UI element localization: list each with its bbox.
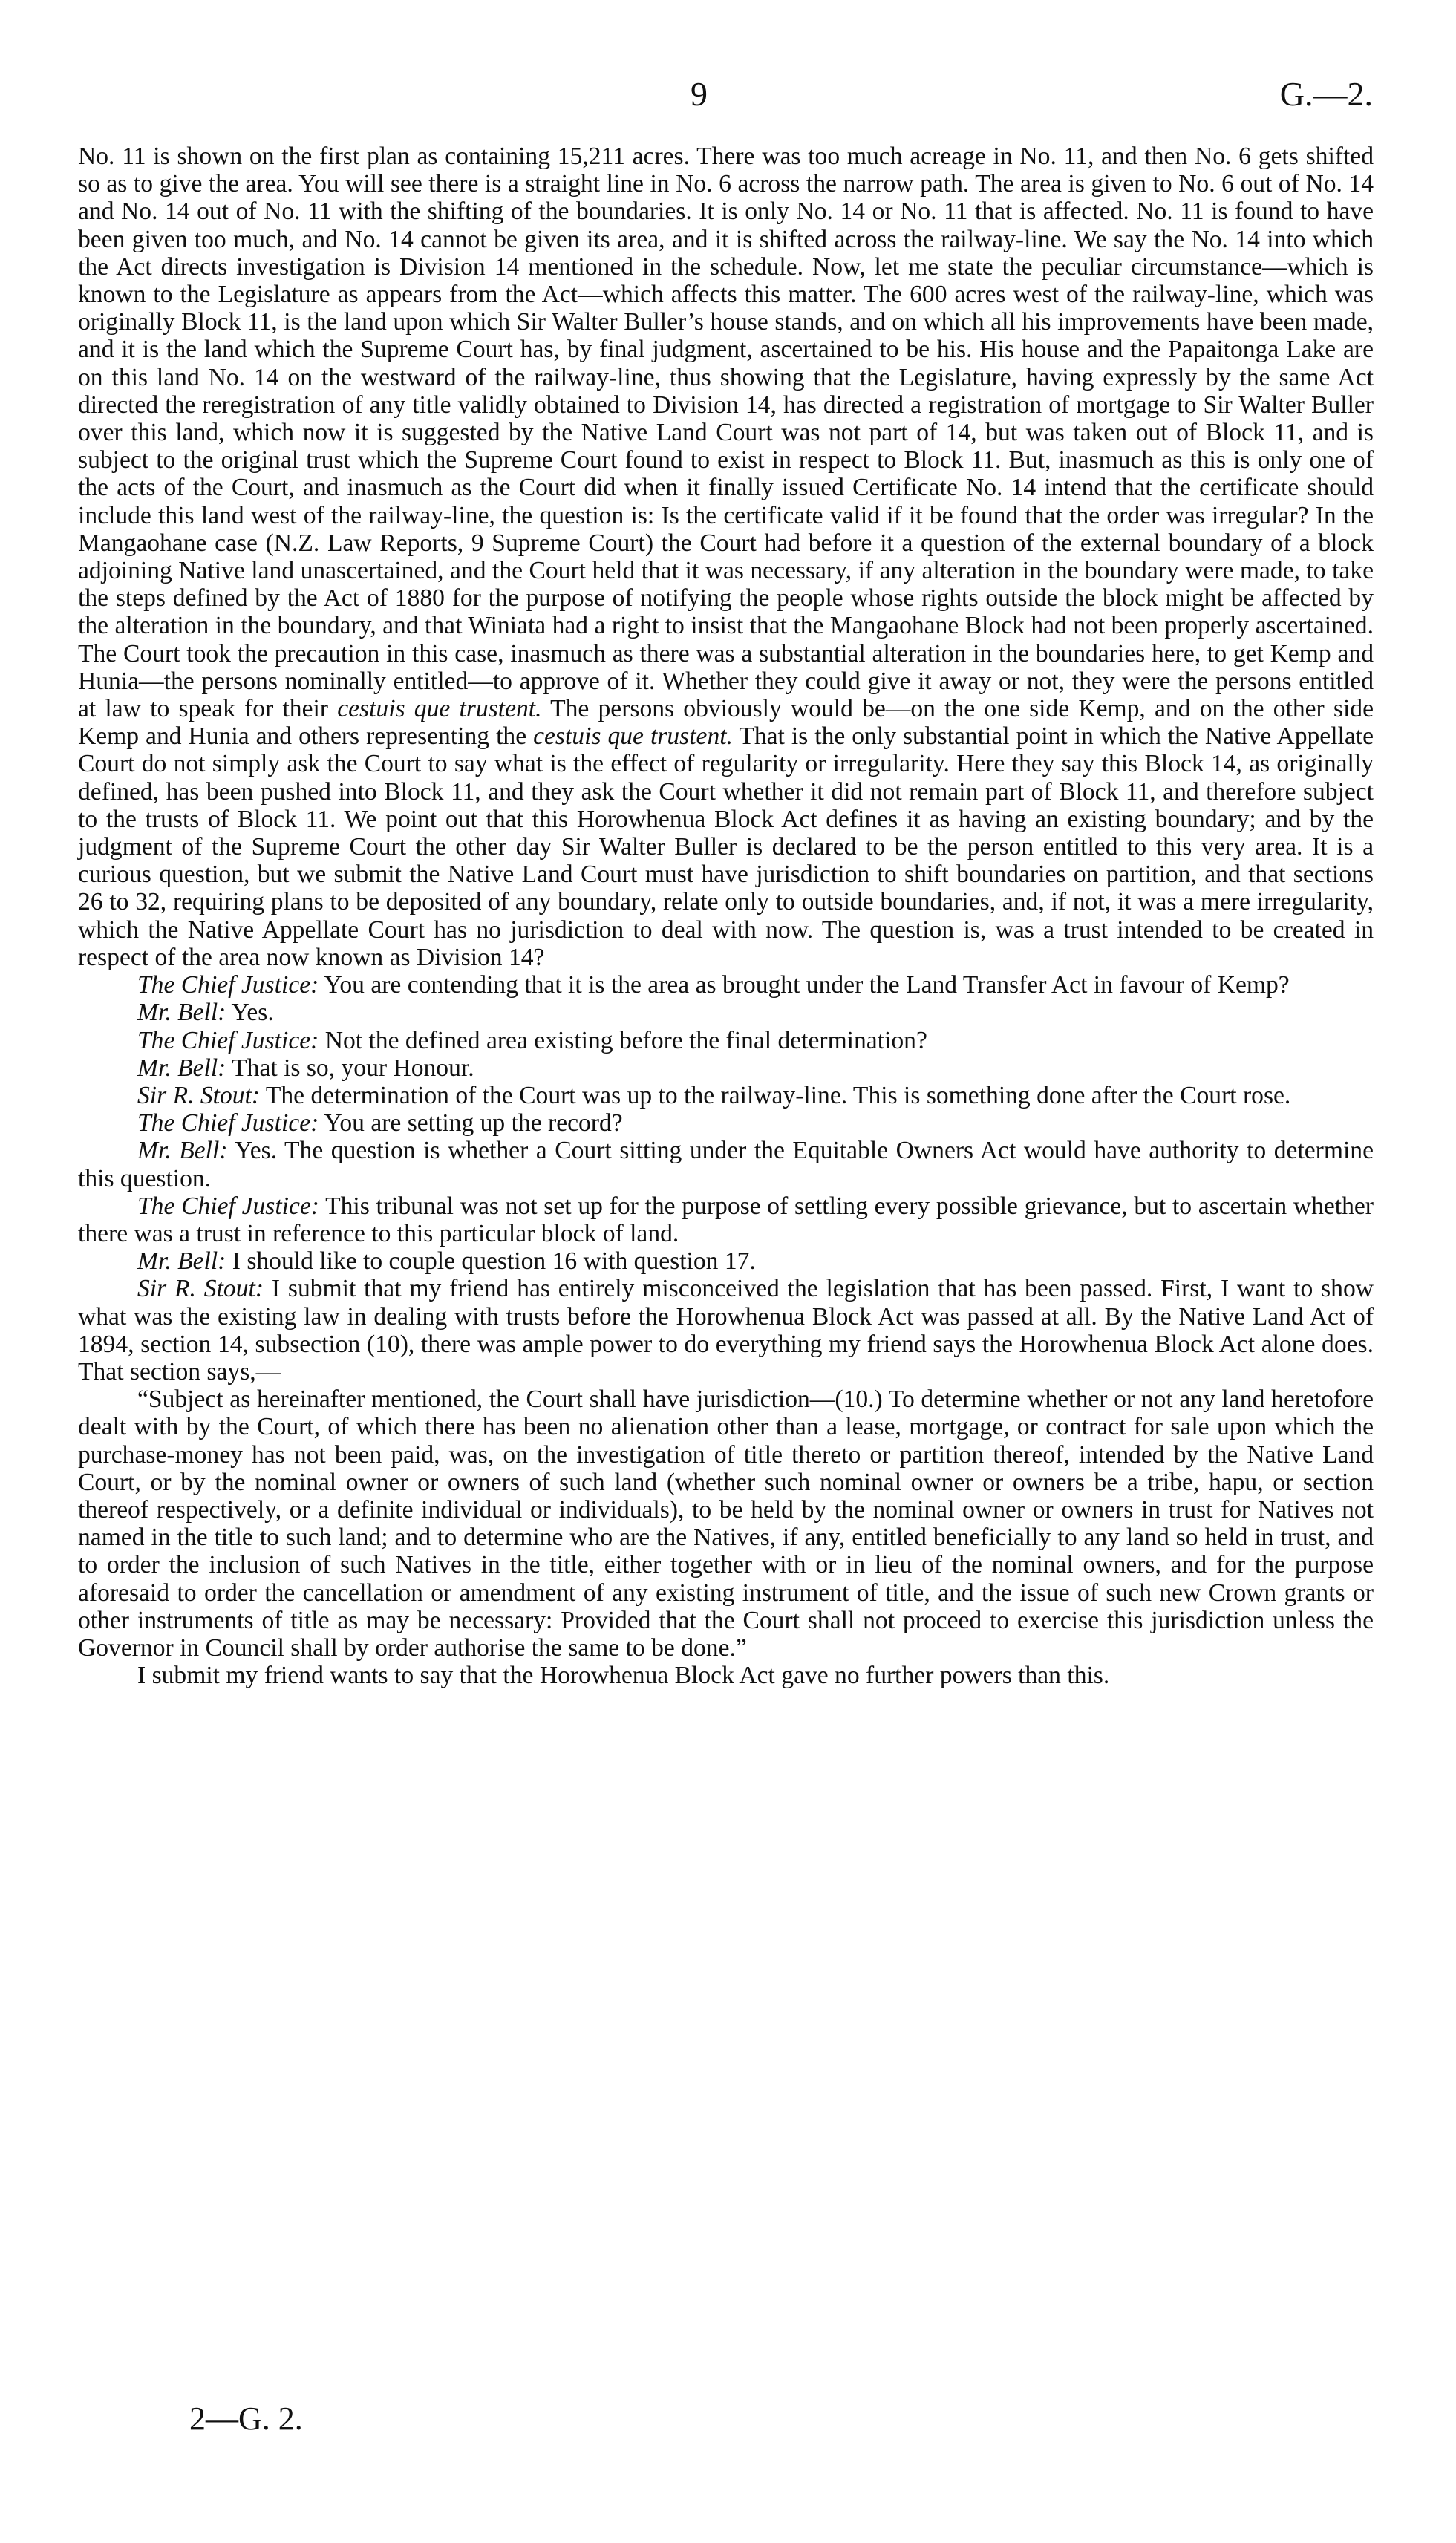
italic-phrase: cestuis que trustent. xyxy=(533,722,733,751)
paragraph-main xyxy=(78,143,1374,971)
speech-text: That is so, your Honour. xyxy=(226,1054,474,1082)
speech-text: You are contending that it is the area as brought under the Land Transfer Act in favour of Kemp? xyxy=(319,971,1290,999)
speaker-name: The Chief Justice: xyxy=(137,1192,319,1220)
speaker-name: Mr. Bell: xyxy=(137,999,226,1027)
speech-text: I submit that my friend has entirely misconceived the legislation that has been passed. First, I want to show what was the existing law in dealing with trusts before the Horowhenua Block Act was passed at all. By the Native Land Act of 1894, section 14, subsection (10), there was ample power to do everything my friend says the Horowhenua Block Act alone does. That section says,— xyxy=(78,1275,1374,1385)
speech-text: Yes. The question is whether a Court sitting under the Equitable Owners Act would have authority to determine this question. xyxy=(78,1137,1374,1192)
document-reference: G.—2. xyxy=(1279,75,1373,113)
dialogue-line xyxy=(78,1137,1374,1192)
speech-text: Not the defined area existing before the final determination? xyxy=(319,1026,927,1054)
speaker-name: Sir R. Stout: xyxy=(137,1081,261,1109)
speaker-name: The Chief Justice: xyxy=(137,971,319,999)
speaker-name: Sir R. Stout: xyxy=(137,1275,264,1303)
italic-phrase: cestuis que trustent. xyxy=(337,695,542,723)
speaker-name: Mr. Bell: xyxy=(137,1137,228,1165)
dialogue-line xyxy=(78,999,1374,1026)
dialogue-line xyxy=(78,1192,1374,1247)
paragraph-main-part2: The persons obviously would be—on the one side Kemp, and on the other side Kemp and Hunia and others representing the xyxy=(78,695,1374,751)
speaker-name: The Chief Justice: xyxy=(137,1109,319,1137)
dialogue-line xyxy=(78,1027,1374,1054)
speech-text: I should like to couple question 16 with question 17. xyxy=(226,1247,756,1276)
paragraph-main-part3: That is the only substantial point in which the Native Appellate Court do not simply ask the Court to say what is the effect of regularity or irregularity. Here they say this Block 14, as originally defined, has been pushed into Block 11, and they ask the Court whether it did not remain part of Block 11, and therefore subject to the trusts of Block 11. We point out that this Horowhenua Block Act defines it as having an existing boundary; and by the judgment of the Supreme Court the other day Sir Walter Buller is declared to be the person entitled to this very area. It is a curious question, but we submit the Native Land Court must have jurisdiction to shift boundaries on partition, and that sections 26 to 32, requiring plans to be deposited of any boundary, relate only to outside boundaries, and, if not, it was a mere irregularity, which the Native Appellate Court has no jurisdiction to deal with now. The question is, was a trust intended to be created in respect of the area now known as Division 14? xyxy=(78,722,1374,971)
dialogue-line xyxy=(78,1082,1374,1109)
body-text xyxy=(78,143,1374,1689)
page-number: 9 xyxy=(691,75,708,113)
speech-text: The determination of the Court was up to the railway-line. This is something done after the Court rose. xyxy=(260,1081,1291,1109)
speech-text: Yes. xyxy=(226,999,274,1027)
dialogue-line xyxy=(78,1247,1374,1275)
dialogue-line xyxy=(78,1275,1374,1385)
speaker-name: Mr. Bell: xyxy=(137,1247,226,1276)
speech-text: This tribunal was not set up for the purpose of settling every possible grievance, but to ascertain whether there was a trust in reference to this particular block of land. xyxy=(78,1192,1374,1247)
dialogue-line xyxy=(78,1054,1374,1082)
speaker-name: The Chief Justice: xyxy=(137,1026,319,1054)
dialogue-line xyxy=(78,971,1374,999)
paragraph-main-part1: No. 11 is shown on the first plan as containing 15,211 acres. There was too much acreage in No. 11, and then No. 6 gets shifted so as to give the area. You will see there is a straight line in No. 6 across the narrow path. The area is given to No. 6 out of No. 14 and No. 14 out of No. 11 with the shifting of the boundaries. It is only No. 14 or No. 11 that is affected. No. 11 is found to have been given too much, and No. 14 cannot be given its area, and it is shifted across the railway-line. We say the No. 14 into which the Act directs investigation is Division 14 mentioned in the schedule. Now, let me state the peculiar circumstance—which is known to the Legislature as appears from the Act—which affects this matter. The 600 acres west of the railway-line, which was originally Block 11, is the land upon which Sir Walter Buller’s house stands, and on which all his improvements have been made, and it is the land which the Supreme Court has, by final judgment, ascertained to be his. His house and the Papaitonga Lake are on this land No. 14 on the westward of the railway-line, thus showing that the Legislature, having expressly by the same Act directed the reregistration of any title validly obtained to Division 14, has directed a registration of mortgage to Sir Walter Buller over this land, which now it is suggested by the Native Land Court was not part of 14, but was taken out of Block 11, and is subject to the original trust which the Supreme Court found to exist in respect to Block 11. But, inasmuch as this is only one of the acts of the Court, and inasmuch as the Court did when it finally issued Certificate No. 14 intend that the certificate should include this land west of the railway-line, the question is: Is the certificate valid if it be found that the order was irregular? In the Mangaohane case (N.Z. Law Reports, 9 Supreme Court) the Court had before it a question of the external boundary of a block adjoining Native land unascertained, and the Court held that it was necessary, if any alteration in the boundary were made, to take the steps defined by the Act of 1880 for the purpose of notifying the people whose rights outside the block might be affected by the alteration in the boundary, and that Winiata had a right to insist that the Mangaohane Block had not been properly ascertained. The Court took the precaution in this case, inasmuch as there was a substantial alteration in the boundaries here, to get Kemp and Hunia—the persons nominally entitled—to approve of it. Whether they could give it away or not, they were the persons entitled at law to speak for their xyxy=(78,143,1374,723)
speaker-name: Mr. Bell: xyxy=(137,1054,226,1082)
page-header xyxy=(0,74,1456,119)
closing-paragraph: I submit my friend wants to say that the Horowhenua Block Act gave no further powers than this. xyxy=(137,1662,1110,1690)
footer-signature: 2—G. 2. xyxy=(189,2400,303,2437)
dialogue-line xyxy=(78,1109,1374,1137)
statute-quote: “Subject as hereinafter mentioned, the Court shall have jurisdiction—(10.) To determine whether or not any land heretofore dealt with by the Court, of which there has been no alienation other than a lease, mortgage, or contract for sale upon which the purchase-money has not been paid, was, on the investigation of title thereto or partition thereof, intended by the Native Land Court, or by the nominal owner or owners of such land (whether such nominal owner or owners be a tribe, hapu, or section thereof respectively, or a definite individual or individuals), to be held by the nominal owner or owners in trust for Natives not named in the title to such land; and to determine who are the Natives, if any, entitled beneficially to any land so held in trust, and to order the inclusion of such Natives in the title, either together with or in lieu of the nominal owners, and for the purpose aforesaid to order the cancellation or amendment of any existing instrument of title, and the issue of such new Crown grants or other instruments of title as may be necessary: Provided that the Court shall not proceed to exercise this jurisdiction unless the Governor in Council shall by order authorise the same to be done.” xyxy=(78,1385,1374,1662)
speech-text: You are setting up the record? xyxy=(319,1109,623,1137)
